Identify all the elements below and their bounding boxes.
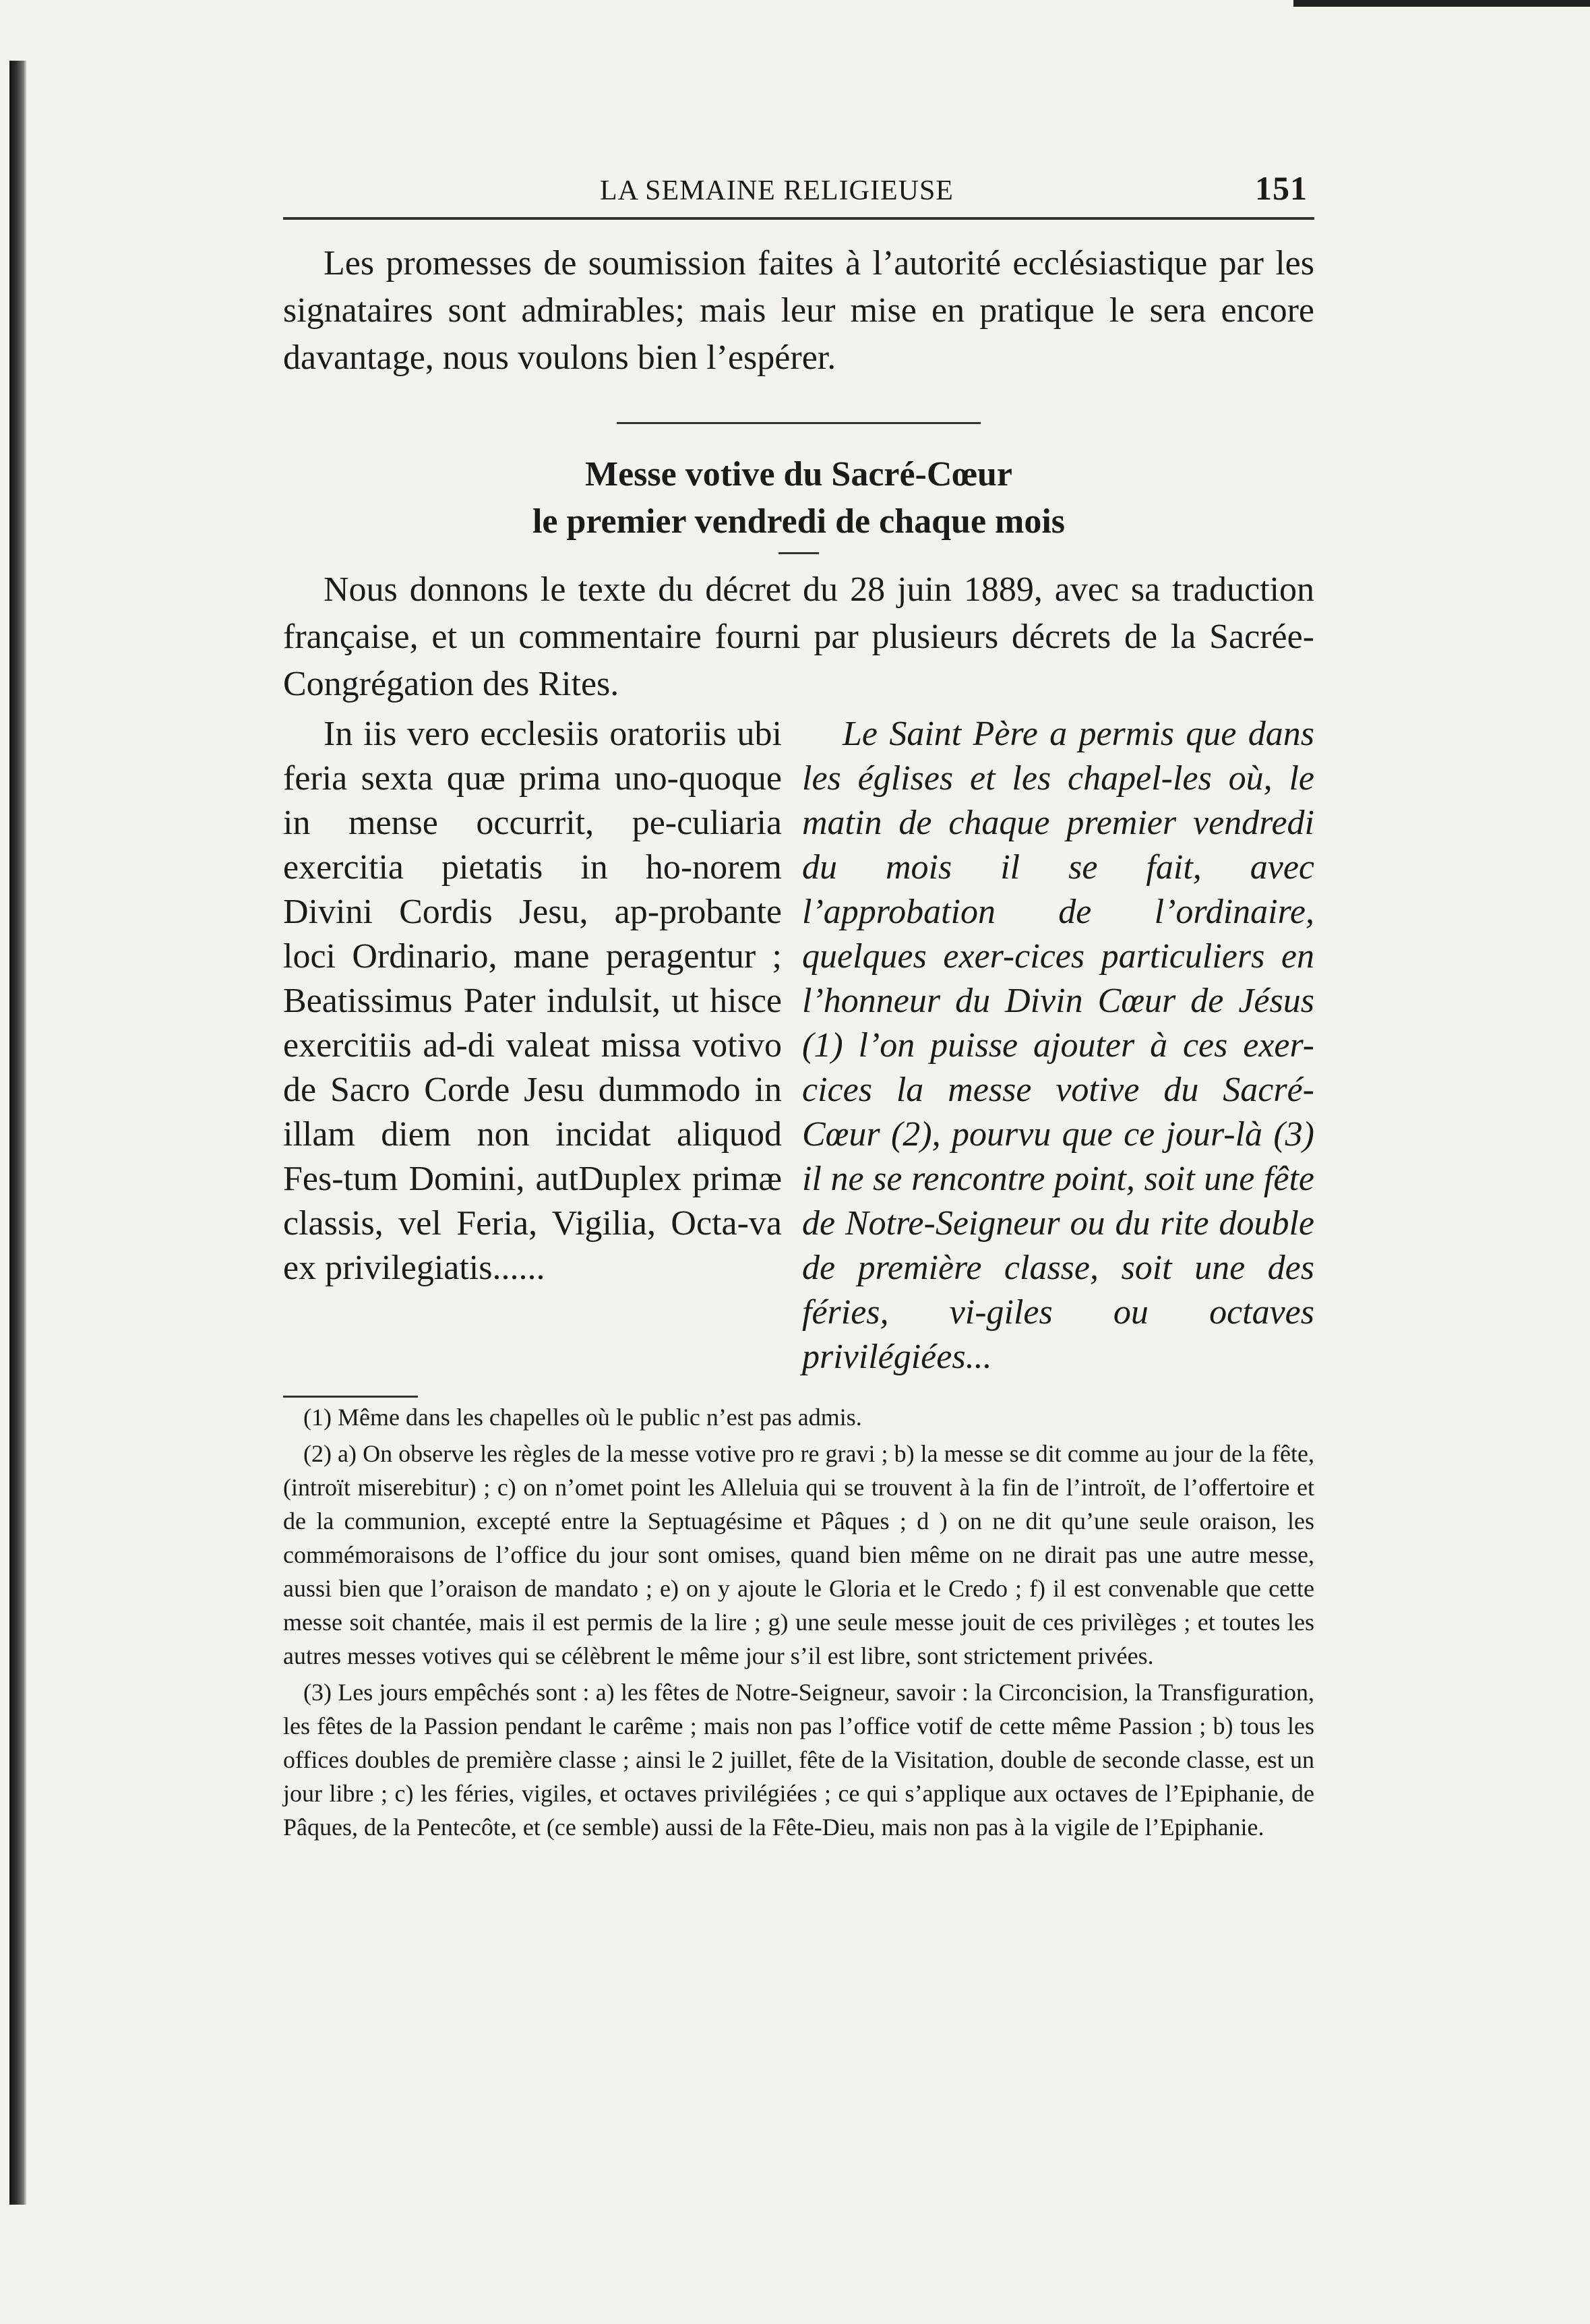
intro-paragraph: Les promesses de soumission faites à l’autorité ecclésiastique par les signataires sont admirables; mais leur mise en pratique le sera encore davantage, nous voulons bien l’espérer. bbox=[283, 244, 1314, 377]
footnote-3: (3) Les jours empêchés sont : a) les fêtes de Notre-Seigneur, savoir : la Circoncision, la Transfiguration, les fêtes de la Passion pendant le carême ; mais non pas l’office votif de cette même Passion ; b) tous les offices doubles de première classe ; ainsi le 2 juillet, fête de la Visitation, double de seconde classe, est un jour libre ; c) les féries, vigiles, et octaves privilégiées ; ce qui s’applique aux octaves de l’Epiphanie, de Pâques, de la Pentecôte, et (ce semble) aussi de la Fête-Dieu, mais non pas à la vigile de l’Epiphanie. bbox=[283, 1679, 1314, 1841]
footnote-1: (1) Même dans les chapelles où le public n’est pas admis. bbox=[303, 1404, 862, 1431]
latin-column: In iis vero ecclesiis oratoriis ubi feria sexta quæ prima uno-quoque in mense occurrit, pe-culiaria exercitia pietatis in ho-norem Divini Cordis Jesu, ap-probante loci Ordinario, mane peragentur ; Beatissimus Pater indulsit, ut hisce exercitiis ad-di valeat missa votivo de Sacro Corde Jesu dummodo in illam diem non incidat aliquod Fes-tum Domini, autDuplex primæ classis, vel Feria, Vigilia, Octa-va ex privilegiatis...... bbox=[283, 715, 782, 1287]
scan-binding-edge bbox=[9, 61, 27, 2205]
footnote-rule bbox=[283, 1396, 418, 1398]
scan-top-rule bbox=[1293, 0, 1590, 7]
french-column: Le Saint Père a permis que dans les églises et les chapel-les où, le matin de chaque premier vendredi du mois il se fait, avec l’approbation de l’ordinaire, quelques exer-cices particuliers en l’honneur du Divin Cœur de Jésus (1) l’on puisse ajouter à ces exer-cices la messe votive du Sacré-Cœur (2), pourvu que ce jour-là (3) il ne se rencontre point, soit une fête de Notre-Seigneur ou du rite double de première classe, soit une des féries, vi-giles ou octaves privilégiées... bbox=[802, 715, 1314, 1376]
title-dash bbox=[778, 552, 819, 554]
page bbox=[283, 169, 1314, 1844]
section-title-line1: Messe votive du Sacré-Cœur bbox=[585, 455, 1012, 494]
parallel-text bbox=[283, 712, 1314, 1379]
running-header bbox=[283, 169, 1314, 220]
lead-paragraph: Nous donnons le texte du décret du 28 juin 1889, avec sa traduction française, et un commentaire fourni par plusieurs décrets de la Sacrée-Congrégation des Rites. bbox=[283, 570, 1314, 703]
section-title bbox=[283, 451, 1314, 545]
section-separator bbox=[617, 422, 981, 424]
page-number: 151 bbox=[1255, 169, 1308, 207]
running-title: LA SEMAINE RELIGIEUSE bbox=[600, 175, 954, 206]
footnote-2: (2) a) On observe les règles de la messe votive pro re gravi ; b) la messe se dit comme au jour de la fête, (introït miserebitur) ; c) on n’omet point les Alleluia qui se trouvent à la fin de l’introït, de l’offertoire et de la communion, excepté entre la Septuagésime et Pâques ; d ) on ne dit qu’une seule oraison, les commémoraisons de l’office du jour sont omises, quand bien même on ne dirait pas une autre messe, aussi bien que l’oraison de mandato ; e) on y ajoute le Gloria et le Credo ; f) il est convenable que cette messe soit chantée, mais il est permis de la lire ; g) une seule messe jouit de ces privilèges ; et toutes les autres messes votives qui se célèbrent le même jour s’il est libre, sont strictement privées. bbox=[283, 1440, 1314, 1669]
section-title-line2: le premier vendredi de chaque mois bbox=[532, 502, 1066, 541]
